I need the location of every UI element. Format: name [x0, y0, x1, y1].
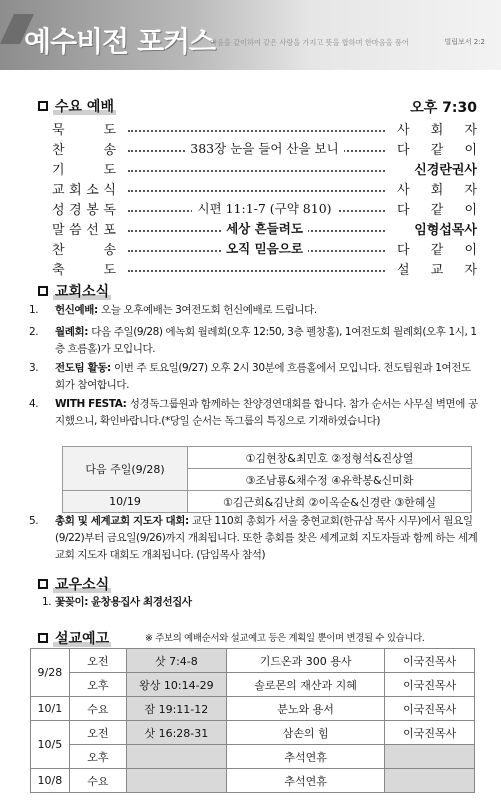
- news-item: [29, 360, 480, 394]
- table-row: [63, 491, 472, 513]
- date-cell: 9/28: [31, 649, 70, 697]
- worship-item-label: 교 회 소 식: [52, 183, 116, 198]
- item-text: 다음 주일(9/28) 에녹회 월례회(오후 12:50, 3층 펠창홀), 1여전도회 월례회(오후 1시, 1층 흐름홀)가 모입니다.: [55, 326, 477, 355]
- table-row: [31, 649, 475, 673]
- item-number: 2.: [29, 326, 39, 338]
- worship-item-leader: 다 같 이: [397, 203, 477, 218]
- preacher-cell: 이국진목사: [385, 649, 475, 673]
- item-text: 윤창용집사 최경선집사: [90, 596, 192, 608]
- preacher-cell: [385, 745, 475, 769]
- news-heading: 교회소식: [38, 281, 109, 301]
- scripture-cell: 삿 7:4-8: [126, 649, 226, 673]
- title-cell: 솔로몬의 재산과 지혜: [226, 673, 385, 697]
- worship-item-detail: 오직 믿음으로: [52, 239, 477, 257]
- scripture-cell: 왕상 10:14-29: [126, 673, 226, 697]
- worship-item-label: 찬 송: [52, 243, 116, 258]
- worship-item-leader: 다 같 이: [397, 143, 477, 158]
- worship-row: [52, 239, 477, 259]
- worship-item-label: 성 경 봉 독: [52, 203, 116, 218]
- worship-row: [52, 259, 477, 279]
- date-cell: 10/1: [31, 697, 70, 721]
- banner-verse-ref: 빌립보서 2:2: [444, 38, 485, 46]
- festa-order-table: [62, 446, 472, 513]
- sermon-table: [30, 648, 475, 793]
- worship-item-leader: 임형섭목사: [414, 223, 477, 238]
- table-row: [31, 673, 475, 697]
- worship-heading: 수요 예배: [38, 96, 114, 116]
- item-title: 총회 및 세계교회 지도자 대회:: [55, 515, 192, 527]
- item-number: 4.: [29, 398, 39, 410]
- date-cell: 10/8: [31, 769, 70, 793]
- table-row: [31, 721, 475, 745]
- service-cell: 오후: [69, 673, 126, 697]
- worship-item-label: 축 도: [52, 263, 116, 278]
- worship-row: [52, 199, 477, 219]
- worship-item-detail: 세상 흔들려도: [52, 219, 477, 237]
- staff-item: [42, 594, 480, 611]
- service-cell: 오전: [69, 721, 126, 745]
- festa-cell: ③조남룡&채수정 ④유학봉&신미화: [188, 469, 472, 491]
- festa-cell: ①김근희&김난희 ②이옥순&신경란 ③한혜실: [188, 491, 472, 513]
- festa-date: 다음 주일(9/28): [63, 447, 188, 491]
- scripture-cell: [126, 745, 226, 769]
- banner-subtitle: 마음을 같이하여 같은 사랑을 가지고 뜻을 합하며 한마음을 품어: [210, 38, 409, 47]
- worship-item-leader: 설 교 자: [397, 263, 477, 278]
- service-cell: 오전: [69, 649, 126, 673]
- dotted-leader: [128, 190, 385, 192]
- worship-item-label: 기 도: [52, 163, 116, 178]
- square-bullet-icon: [38, 101, 48, 111]
- item-number: 1.: [42, 596, 52, 608]
- service-cell: 수요: [69, 769, 126, 793]
- sermon-heading: 설교예고: [38, 628, 109, 648]
- service-cell: 수요: [69, 697, 126, 721]
- news-item: [29, 396, 480, 430]
- item-number: 5.: [29, 515, 39, 527]
- item-title: 전도팀 활동:: [55, 362, 115, 374]
- worship-item-label: 찬 송: [52, 143, 116, 158]
- worship-item-leader: 사 회 자: [397, 123, 477, 138]
- square-bullet-icon: [38, 633, 48, 643]
- news-item: [29, 324, 480, 358]
- worship-item-leader: 사 회 자: [397, 183, 477, 198]
- table-row: [31, 745, 475, 769]
- item-title: 월례회:: [55, 326, 92, 338]
- worship-item-leader: 다 같 이: [397, 243, 477, 258]
- worship-row: [52, 179, 477, 199]
- title-cell: 기드온과 300 용사: [226, 649, 385, 673]
- news-item: [29, 302, 480, 319]
- staff-heading: 교우소식: [38, 574, 109, 594]
- worship-row: [52, 159, 477, 179]
- worship-item-label: 말 씀 선 포: [52, 223, 116, 238]
- header-banner: [0, 0, 501, 70]
- dotted-leader: [128, 270, 385, 272]
- worship-row: [52, 139, 477, 159]
- worship-item-detail: 383장 눈을 들어 산을 보니: [52, 139, 477, 157]
- preacher-cell: 이국진목사: [385, 673, 475, 697]
- dotted-leader: [128, 130, 385, 132]
- table-row: [31, 769, 475, 793]
- item-number: 1.: [29, 304, 39, 316]
- news-item: [29, 513, 480, 564]
- item-title: WITH FESTA:: [55, 398, 130, 410]
- festa-date: 10/19: [63, 491, 188, 513]
- item-text: 오늘 오후예배는 3여전도회 헌신예배로 드립니다.: [101, 304, 317, 316]
- worship-row: [52, 119, 477, 139]
- date-cell: 10/5: [31, 721, 70, 769]
- worship-time: 오후 7:30: [410, 100, 477, 116]
- square-bullet-icon: [38, 286, 48, 296]
- item-number: 3.: [29, 362, 39, 374]
- worship-item-leader: 신경란권사: [414, 163, 477, 178]
- item-title: 헌신예배:: [55, 304, 102, 316]
- title-cell: 분노와 용서: [226, 697, 385, 721]
- item-text: 교단 110회 총회가 서울 충현교회(한규삼 목사 시무)에서 월요일(9/22)부터 금요일(9/26)까지 개최됩니다. 또한 총회를 찾은 세계교회 지도자들과 함께 하는 세계교회 지도자 대회도 개최됩니다. (담임목사 참석): [55, 515, 478, 561]
- item-text: 이번 주 토요일(9/27) 오후 2시 30분에 흐름홀에서 모입니다. 전도팀원과 1여전도회가 참여합니다.: [55, 362, 471, 391]
- square-bullet-icon: [38, 579, 48, 589]
- festa-cell: ①김현창&최민호 ②정형석&진상열: [188, 447, 472, 469]
- preacher-cell: 이국진목사: [385, 721, 475, 745]
- title-cell: 삼손의 힘: [226, 721, 385, 745]
- item-title: 꽃꽂이:: [55, 596, 89, 608]
- worship-item-label: 묵 도: [52, 123, 116, 138]
- scripture-cell: [126, 769, 226, 793]
- item-text: 성경독그룹원과 함께하는 찬양경연대회를 합니다. 참가 순서는 사무실 벽면에 공지했으니, 확인바랍니다.(*당일 순서는 독그룹의 특징으로 기재하였습니다): [55, 398, 478, 427]
- table-row: [63, 447, 472, 469]
- worship-row: [52, 219, 477, 239]
- service-cell: 오후: [69, 745, 126, 769]
- worship-item-detail: 시편 11:1-7 (구약 810): [52, 199, 477, 217]
- preacher-cell: 이국진목사: [385, 697, 475, 721]
- title-cell: 추석연휴: [226, 745, 385, 769]
- table-row: [31, 697, 475, 721]
- scripture-cell: 잠 19:11-12: [126, 697, 226, 721]
- dotted-leader: [128, 170, 385, 172]
- title-cell: 추석연휴: [226, 769, 385, 793]
- scripture-cell: 삿 16:28-31: [126, 721, 226, 745]
- preacher-cell: [385, 769, 475, 793]
- sermon-note: ※ 주보의 예배순서와 설교예고 등은 계획일 뿐이며 변경될 수 있습니다.: [145, 633, 425, 644]
- banner-title: 예수비전 포커스: [24, 25, 216, 58]
